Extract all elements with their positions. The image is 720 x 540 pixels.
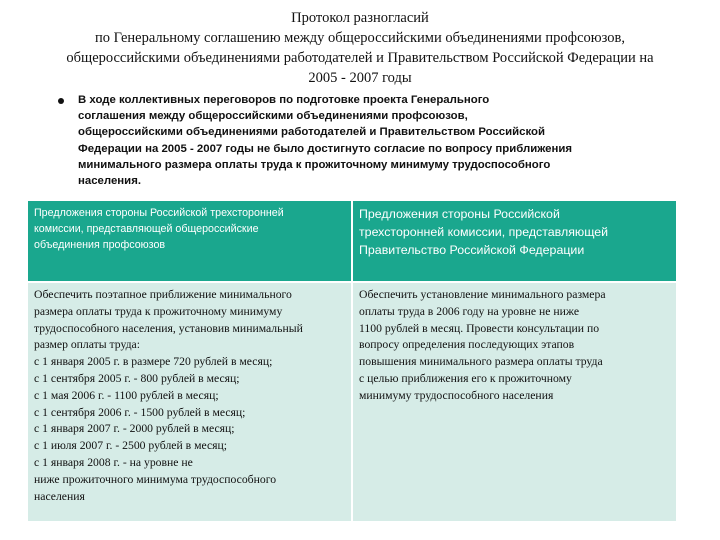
disagreements-table [26,199,678,523]
title-line: по Генеральному соглашению между общероссийскими объединениями профсоюзов, [95,30,625,46]
bullet-line: общероссийскими объединениями работодателей и Правительством Российской [78,126,545,139]
intro-bullet [58,92,658,189]
government-proposal [353,283,676,521]
cell-line: с 1 мая 2006 г. - 1100 рублей в месяц; [34,388,219,402]
cell-line: с 1 сентября 2006 г. - 1500 рублей в месяц; [34,405,246,419]
cell-line: населения [34,489,85,503]
bullet-line: соглашения между общероссийскими объединениями профсоюзов, [78,110,468,123]
bullet-line: населения. [78,175,141,188]
bullet-line: Федерации на 2005 - 2007 годы не было достигнуто согласие по вопросу приближения [78,142,572,155]
title-line: 2005 - 2007 годы [308,70,412,86]
header-line: Правительство Российской Федерации [359,243,585,257]
bullet-line: В ходе коллективных переговоров по подготовке проекта Генерального [78,94,490,106]
title-line: Протокол разногласий [291,10,429,26]
header-line: Предложения стороны Российской [359,207,560,221]
header-trade-unions [28,201,351,281]
cell-line: размер оплаты труда: [34,338,140,352]
cell-line: с 1 июля 2007 г. - 2500 рублей в месяц; [34,439,228,453]
cell-line: с 1 сентября 2005 г. - 800 рублей в месяц; [34,371,240,385]
cell-line: трудоспособного населения, установив минимальный [34,321,303,335]
trade-unions-proposal [28,283,351,521]
header-line: комиссии, представляющей общероссийские [34,223,259,235]
header-line: Предложения стороны Российской трехсторонней [34,207,284,219]
header-line: трехсторонней комиссии, представляющей [359,225,609,239]
cell-line: с 1 января 2007 г. - 2000 рублей в месяц; [34,422,235,436]
cell-line: минимуму трудоспособного населения [359,388,554,402]
header-line: объединения профсоюзов [34,239,166,251]
table-header-row [28,201,676,281]
cell-line: Обеспечить установление минимального размера [359,288,606,301]
cell-line: Обеспечить поэтапное приближение минимального [34,288,292,301]
cell-line: размера оплаты труда к прожиточному минимуму [34,304,283,318]
title-line: общероссийскими объединениями работодателей и Правительством Российской Федерации на [66,50,654,66]
cell-line: с 1 января 2005 г. в размере 720 рублей в месяц; [34,355,273,369]
table-row [28,283,676,521]
cell-line: с целью приближения его к прожиточному [359,371,572,385]
cell-line: повышения минимального размера оплаты труда [359,355,603,369]
cell-line: оплаты труда в 2006 году на уровне не ниже [359,304,580,318]
cell-line: ниже прожиточного минимума трудоспособного [34,472,277,486]
cell-line: вопросу определения последующих этапов [359,338,575,352]
header-government [353,201,676,281]
bullet-line: минимального размера оплаты труда к прожиточному минимуму трудоспособного [78,158,551,171]
cell-line: 1100 рублей в месяц. Провести консультации по [359,321,600,335]
document-title [0,8,720,88]
intro-bullet-text [78,92,658,189]
cell-line: с 1 января 2008 г. - на уровне не [34,455,193,469]
bullet-dot-icon [58,98,64,104]
